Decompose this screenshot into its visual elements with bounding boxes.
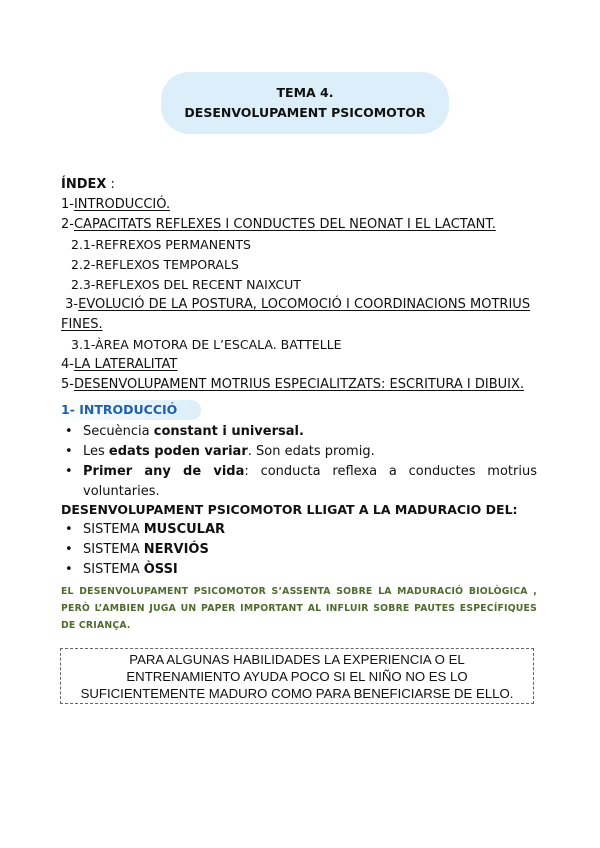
bullet-bold-text: MUSCULAR — [143, 522, 226, 537]
index-item — [61, 355, 541, 375]
bullet-text: Secuència — [83, 424, 154, 439]
title-box — [161, 72, 449, 134]
index-item-number: 5- — [61, 377, 74, 392]
green-note: EL DESENVOLUPAMENT PSICOMOTOR S’ASSENTA SOBRE LA MADURACIÓ BIOLÒGICA , PERÒ L’AMBIEN JUGA UN PAPER IMPORTANT AL INFLUIR SOBRE PAUTES ESPECÍFIQUES DE CRIANÇA. — [61, 586, 537, 631]
list-item — [65, 462, 537, 502]
bullet-icon: • — [65, 522, 73, 537]
index-item-number: 3- — [61, 297, 79, 312]
index-link-introduccio[interactable]: INTRODUCCIÓ. — [73, 197, 171, 212]
index-item-number: 1- — [61, 197, 74, 212]
bullet-icon: • — [65, 464, 73, 479]
index-item — [61, 215, 541, 235]
title-line-2: DESENVOLUPAMENT PSICOMOTOR — [184, 105, 426, 120]
index-subitem: 2.1-REFREXOS PERMANENTS — [71, 237, 251, 252]
index-item — [61, 295, 541, 315]
bullet-bold-text: NERVIÓS — [143, 542, 209, 557]
quote-line-2: ENTRENAMIENTO AYUDA POCO SI EL NIÑO NO ES LO — [126, 668, 468, 684]
list-item — [65, 560, 365, 580]
index-link-lateralitat[interactable]: LA LATERALITAT — [73, 357, 178, 372]
maduracio-heading: DESENVOLUPAMENT PSICOMOTOR LLIGAT A LA MADURACIO DEL: — [61, 502, 518, 517]
bullet-icon: • — [65, 562, 73, 577]
quote-line-3: SUFICIENTEMENTE MADURO COMO PARA BENEFICIARSE DE ELLO. — [80, 685, 514, 701]
bullet-bold-text: constant i universal. — [153, 424, 304, 439]
bullet-bold-text: Primer any de vida — [83, 464, 245, 479]
index-subitem: 3.1-ÀREA MOTORA DE L’ESCALA. BATTELLE — [71, 337, 342, 352]
index-link-capacitats[interactable]: CAPACITATS REFLEXES I CONDUCTES DEL NEONAT I EL LACTANT. — [73, 217, 496, 232]
list-item — [65, 422, 537, 442]
list-item — [65, 442, 537, 462]
index-item — [61, 195, 541, 215]
index-link-evolucio[interactable]: EVOLUCIÓ DE LA POSTURA, LOCOMOCIÓ I COORDINACIONS MOTRIUS — [78, 297, 531, 312]
index-item-continuation — [61, 315, 541, 335]
quote-line-1: PARA ALGUNAS HABILIDADES LA EXPERIENCIA O EL — [129, 651, 465, 667]
index-link-evolucio-cont[interactable]: FINES. — [61, 317, 103, 332]
index-subitem: 2.2-REFLEXOS TEMPORALS — [71, 257, 239, 272]
index-label-suffix: : — [106, 177, 115, 192]
boxed-quote — [60, 648, 534, 704]
bullet-text: . Son edats promig. — [247, 444, 375, 459]
index-header — [61, 175, 541, 195]
index-item-number: 2- — [61, 217, 74, 232]
section-heading-introduccio: 1- INTRODUCCIÓ — [56, 400, 201, 420]
bullet-text: SISTEMA — [83, 542, 144, 557]
index-link-desenvolupament[interactable]: DESENVOLUPAMENT MOTRIUS ESPECIALITZATS: ESCRITURA I DIBUIX. — [73, 377, 525, 392]
bullet-icon: • — [65, 444, 73, 459]
bullet-bold-text: edats poden variar — [108, 444, 248, 459]
bullet-bold-text: ÒSSI — [143, 562, 178, 577]
index-section — [61, 175, 541, 395]
bullet-icon: • — [65, 424, 73, 439]
index-subitem: 2.3-REFLEXOS DEL RECENT NAIXCUT — [71, 277, 301, 292]
bullet-icon: • — [65, 542, 73, 557]
introduccio-bullets — [65, 422, 537, 502]
list-item — [65, 540, 365, 560]
bullet-text: SISTEMA — [83, 562, 144, 577]
bullet-text: Les — [83, 444, 109, 459]
index-item-number: 4- — [61, 357, 74, 372]
bullet-text: SISTEMA — [83, 522, 144, 537]
title-line-1: TEMA 4. — [276, 85, 334, 100]
list-item — [65, 520, 365, 540]
sistema-bullets — [65, 520, 365, 580]
index-label: ÍNDEX — [61, 177, 107, 192]
index-item — [61, 375, 541, 395]
bullet-text: : conducta reflexa a conductes motrius voluntaries. — [83, 464, 537, 499]
